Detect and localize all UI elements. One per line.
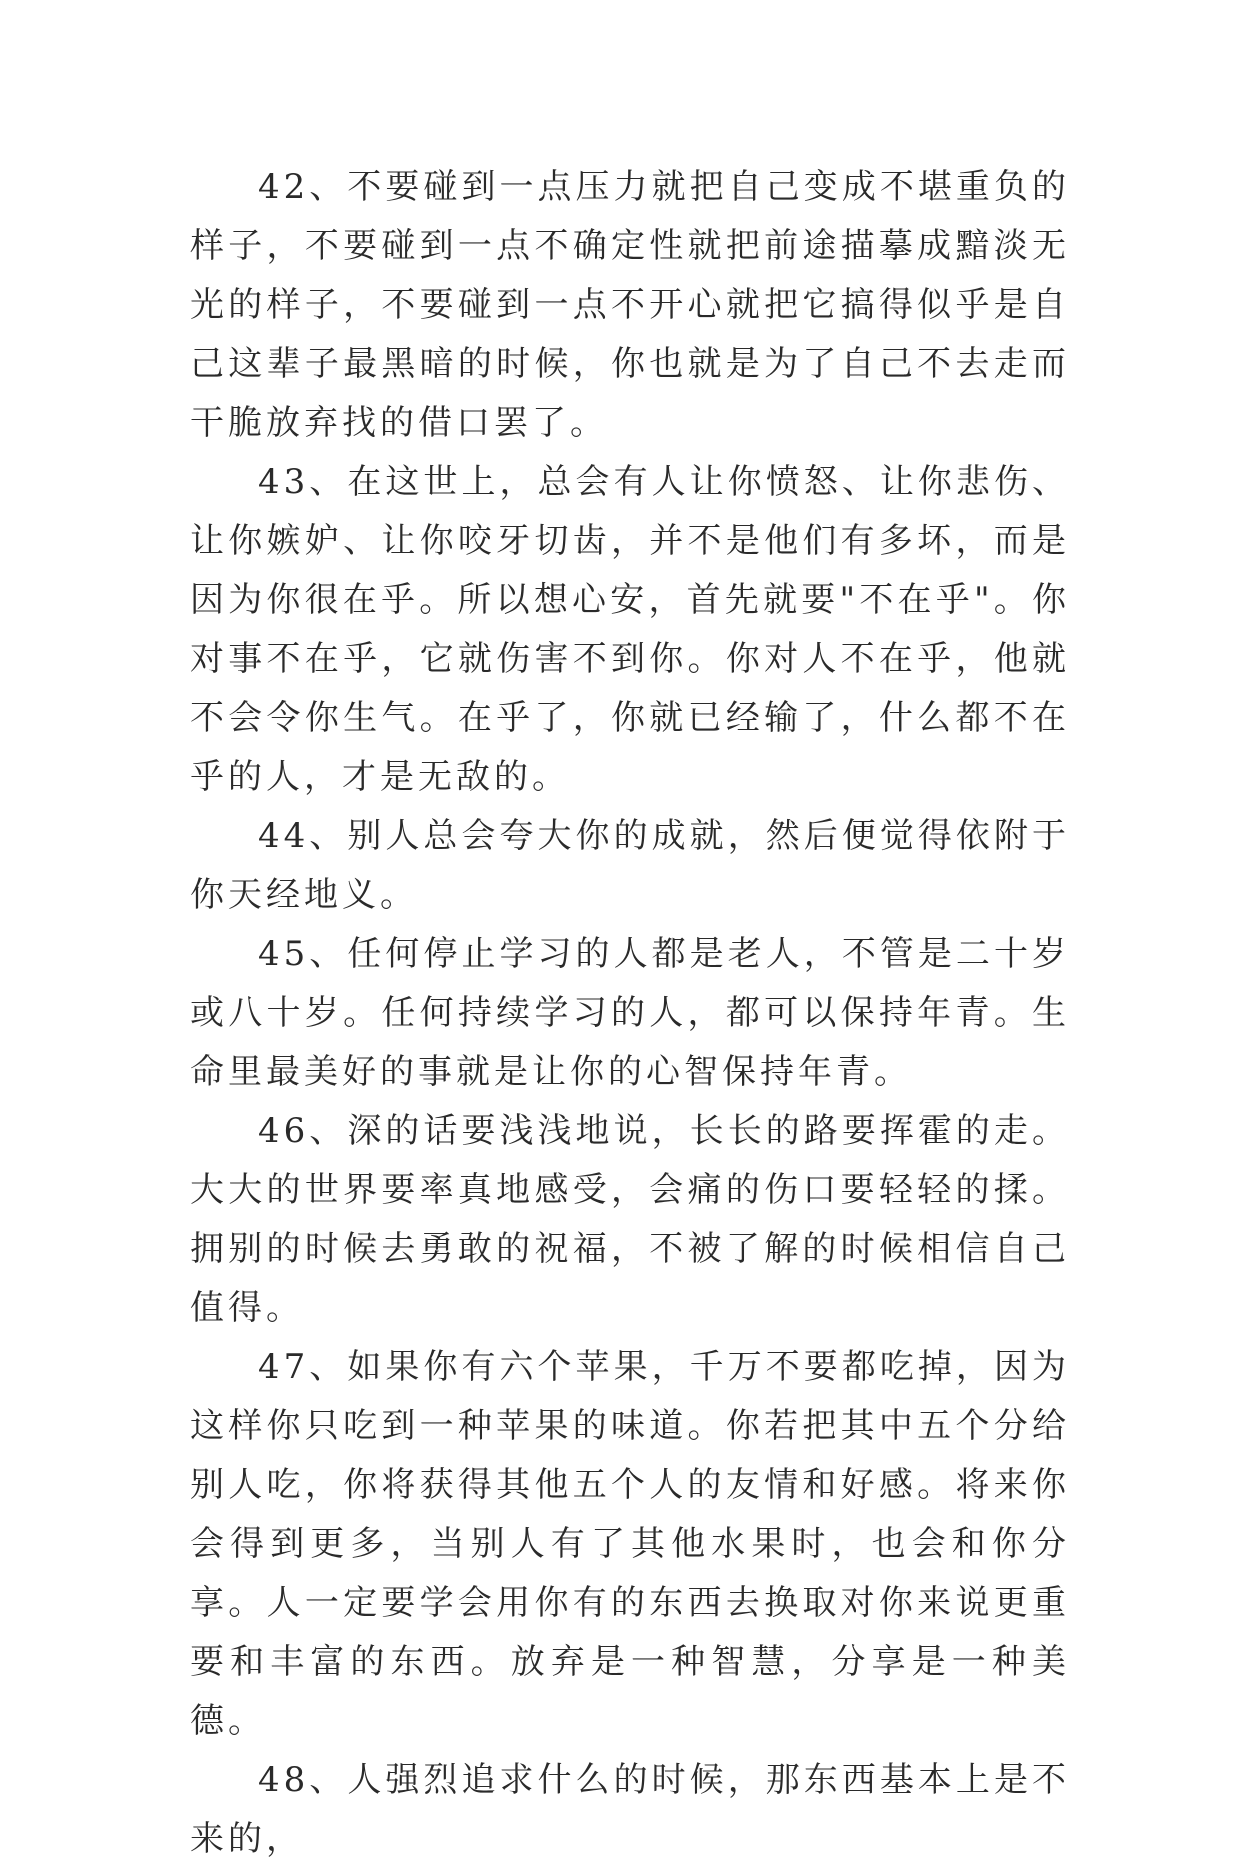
paragraph-46: 46、深的话要浅浅地说，长长的路要挥霍的走。大大的世界要率真地感受，会痛的伤口要轻轻的揉。拥别的时候去勇敢的祝福，不被了解的时候相信自己值得。 [190,1111,1070,1328]
document-body [190,158,1070,1869]
paragraph-47: 47、如果你有六个苹果，千万不要都吃掉，因为这样你只吃到一种苹果的味道。你若把其中五个分给别人吃，你将获得其他五个人的友情和好感。将来你会得到更多，当别人有了其他水果时，也会和你分享。人一定要学会用你有的东西去换取对你来说更重要和丰富的东西。放弃是一种智慧，分享是一种美德。 [190,1347,1070,1741]
paragraph-48: 48、人强烈追求什么的时候，那东西基本上是不来的， [190,1760,1070,1859]
paragraph-43: 43、在这世上，总会有人让你愤怒、让你悲伤、让你嫉妒、让你咬牙切齿，并不是他们有多坏，而是因为你很在乎。所以想心安，首先就要"不在乎"。你对事不在乎，它就伤害不到你。你对人不在乎，他就不会令你生气。在乎了，你就已经输了，什么都不在乎的人，才是无敌的。 [190,462,1070,797]
paragraph-42: 42、不要碰到一点压力就把自己变成不堪重负的样子，不要碰到一点不确定性就把前途描摹成黯淡无光的样子，不要碰到一点不开心就把它搞得似乎是自己这辈子最黑暗的时候，你也就是为了自己不去走而干脆放弃找的借口罢了。 [190,167,1070,443]
paragraph-44: 44、别人总会夸大你的成就，然后便觉得依附于你天经地义。 [190,816,1070,915]
paragraph-45: 45、任何停止学习的人都是老人，不管是二十岁或八十岁。任何持续学习的人，都可以保持年青。生命里最美好的事就是让你的心智保持年青。 [190,934,1070,1092]
